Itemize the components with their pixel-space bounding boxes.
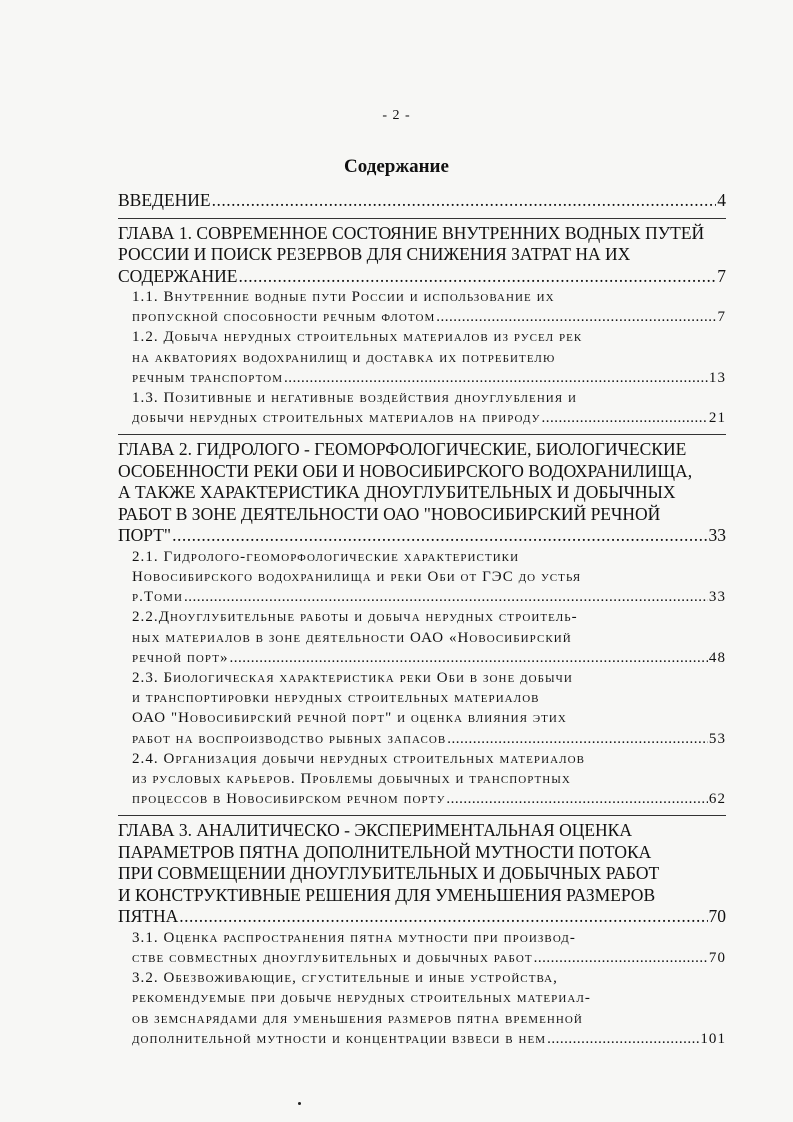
toc-page-number: 7 — [717, 309, 726, 326]
table-of-contents — [118, 188, 726, 1049]
toc-entry-text: речным транспортом — [132, 369, 284, 386]
toc-page-number: 21 — [708, 410, 726, 427]
toc-section[interactable] — [118, 607, 726, 668]
toc-entry-text: речной порт» — [132, 649, 229, 666]
toc-entry-text: рекомендуемые при добыче нерудных строительных материал- — [132, 990, 591, 1007]
toc-entry-text: 3.1. Оценка распространения пятна мутности при производ- — [132, 929, 576, 946]
toc-entry-text: 2.2.Дноуглубительные работы и добыча нерудных строитель- — [132, 609, 578, 626]
toc-page-number: 4 — [717, 190, 726, 210]
toc-entry-text: ПЯТНА — [118, 906, 179, 927]
toc-entry-text: ГЛАВА 2. ГИДРОЛОГО - ГЕОМОРФОЛОГИЧЕСКИЕ, БИОЛОГИЧЕСКИЕ — [118, 439, 687, 460]
dot-leader — [184, 587, 708, 607]
dot-leader — [446, 789, 707, 809]
dot-leader — [230, 648, 708, 668]
toc-entry-text: из русловых карьеров. Проблемы добычных и транспортных — [132, 770, 571, 787]
toc-section[interactable] — [118, 968, 726, 1049]
toc-page-number: 13 — [708, 369, 726, 386]
toc-entry-text: 2.3. Биологическая характеристика реки Оби в зоне добычи — [132, 669, 573, 686]
toc-entry-text: А ТАКЖЕ ХАРАКТЕРИСТИКА ДНОУГЛУБИТЕЛЬНЫХ И ДОБЫЧНЫХ — [118, 482, 676, 503]
toc-entry-text: РАБОТ В ЗОНЕ ДЕЯТЕЛЬНОСТИ ОАО "НОВОСИБИРСКИЙ РЕЧНОЙ — [118, 503, 661, 524]
toc-entry-text: ПОРТ" — [118, 525, 172, 546]
toc-entry-text: И КОНСТРУКТИВНЫЕ РЕШЕНИЯ ДЛЯ УМЕНЬШЕНИЯ РАЗМЕРОВ — [118, 884, 656, 905]
toc-entry-text: ГЛАВА 3. АНАЛИТИЧЕСКО - ЭКСПЕРИМЕНТАЛЬНАЯ ОЦЕНКА — [118, 820, 632, 841]
toc-entry-text: ОСОБЕННОСТИ РЕКИ ОБИ И НОВОСИБИРСКОГО ВОДОХРАНИЛИЩА, — [118, 460, 693, 481]
dot-leader — [447, 729, 708, 749]
dot-leader — [238, 266, 716, 288]
toc-entry-text: и транспортировки нерудных строительных материалов — [132, 690, 540, 707]
toc-page-number: 33 — [708, 525, 726, 546]
toc-entry-text: на акваториях водохранилищ и доставка их потребителю — [132, 349, 556, 366]
chapter-divider — [118, 434, 726, 435]
toc-entry-text: р.Томи — [132, 589, 183, 606]
toc-entry-text: добычи нерудных строительных материалов на природу — [132, 410, 541, 427]
dot-leader — [436, 307, 716, 327]
toc-page-number: 33 — [708, 589, 726, 606]
toc-entry-text: работ на воспроизводство рыбных запасов — [132, 730, 447, 747]
toc-entry-text: 1.3. Позитивные и негативные воздействия дноуглубления и — [132, 389, 577, 406]
toc-page-number: 70 — [708, 949, 726, 966]
toc-entry-text: ВВЕДЕНИЕ — [118, 190, 211, 210]
dot-leader — [212, 190, 717, 212]
toc-chapter[interactable] — [118, 190, 726, 212]
toc-entry-text: 2.1. Гидролого-геоморфологические характеристики — [132, 548, 520, 565]
dot-leader — [534, 948, 708, 968]
toc-entry-text: ГЛАВА 1. СОВРЕМЕННОЕ СОСТОЯНИЕ ВНУТРЕННИХ ВОДНЫХ ПУТЕЙ — [118, 222, 705, 243]
toc-section[interactable] — [118, 749, 726, 810]
toc-entry-text: ОАО "Новосибирский речной порт" и оценка влияния этих — [132, 710, 567, 727]
toc-chapter[interactable] — [118, 223, 726, 288]
toc-page-number: 7 — [717, 265, 726, 286]
toc-section[interactable] — [118, 668, 726, 749]
dot-leader — [179, 906, 707, 928]
toc-entry-text: процессов в Новосибирском речном порту — [132, 791, 446, 808]
toc-entry-text: ПРИ СОВМЕЩЕНИИ ДНОУГЛУБИТЕЛЬНЫХ И ДОБЫЧНЫХ РАБОТ — [118, 863, 660, 884]
dot-leader — [542, 408, 708, 428]
toc-page-number: 62 — [708, 791, 726, 808]
toc-chapter[interactable] — [118, 820, 726, 928]
toc-entry-text: стве совместных дноуглубительных и добычных работ — [132, 949, 533, 966]
toc-entry-text: дополнительной мутности и концентрации взвеси в нем — [132, 1030, 547, 1047]
page-number: - 2 - — [382, 108, 411, 123]
dot-leader — [284, 368, 708, 388]
toc-entry-text: ов земснарядами для уменьшения размеров пятна временной — [132, 1010, 583, 1027]
toc-chapter[interactable] — [118, 439, 726, 547]
toc-entry-text: 3.2. Обезвоживающие, сгустительные и иные устройства, — [132, 970, 558, 987]
scan-speck — [298, 1102, 301, 1105]
toc-page-number: 70 — [708, 906, 726, 927]
toc-entry-text: ных материалов в зоне деятельности ОАО «Новосибирский — [132, 629, 572, 646]
page-title: Содержание — [344, 156, 449, 177]
toc-section[interactable] — [118, 388, 726, 428]
dot-leader — [172, 525, 707, 547]
toc-page-number: 53 — [708, 730, 726, 747]
toc-section[interactable] — [118, 547, 726, 608]
toc-entry-text: СОДЕРЖАНИЕ — [118, 265, 238, 286]
toc-section[interactable] — [118, 928, 726, 968]
toc-entry-text: 1.1. Внутренние водные пути России и использование их — [132, 289, 555, 305]
toc-section[interactable] — [118, 287, 726, 327]
toc-page-number: 101 — [700, 1030, 726, 1047]
toc-page-number: 48 — [708, 649, 726, 666]
toc-entry-text: 2.4. Организация добычи нерудных строительных материалов — [132, 750, 585, 767]
toc-entry-text: Новосибирского водохранилища и реки Оби от ГЭС до устья — [132, 569, 582, 585]
chapter-divider — [118, 218, 726, 219]
dot-leader — [547, 1029, 699, 1049]
toc-entry-text: ПАРАМЕТРОВ ПЯТНА ДОПОЛНИТЕЛЬНОЙ МУТНОСТИ ПОТОКА — [118, 841, 652, 862]
toc-entry-text: РОССИИ И ПОИСК РЕЗЕРВОВ ДЛЯ СНИЖЕНИЯ ЗАТРАТ НА ИХ — [118, 244, 631, 264]
chapter-divider — [118, 815, 726, 816]
toc-entry-text: 1.2. Добыча нерудных строительных материалов из русел рек — [132, 329, 583, 346]
toc-section[interactable] — [118, 327, 726, 388]
toc-entry-text: пропускной способности речным флотом — [132, 309, 436, 326]
